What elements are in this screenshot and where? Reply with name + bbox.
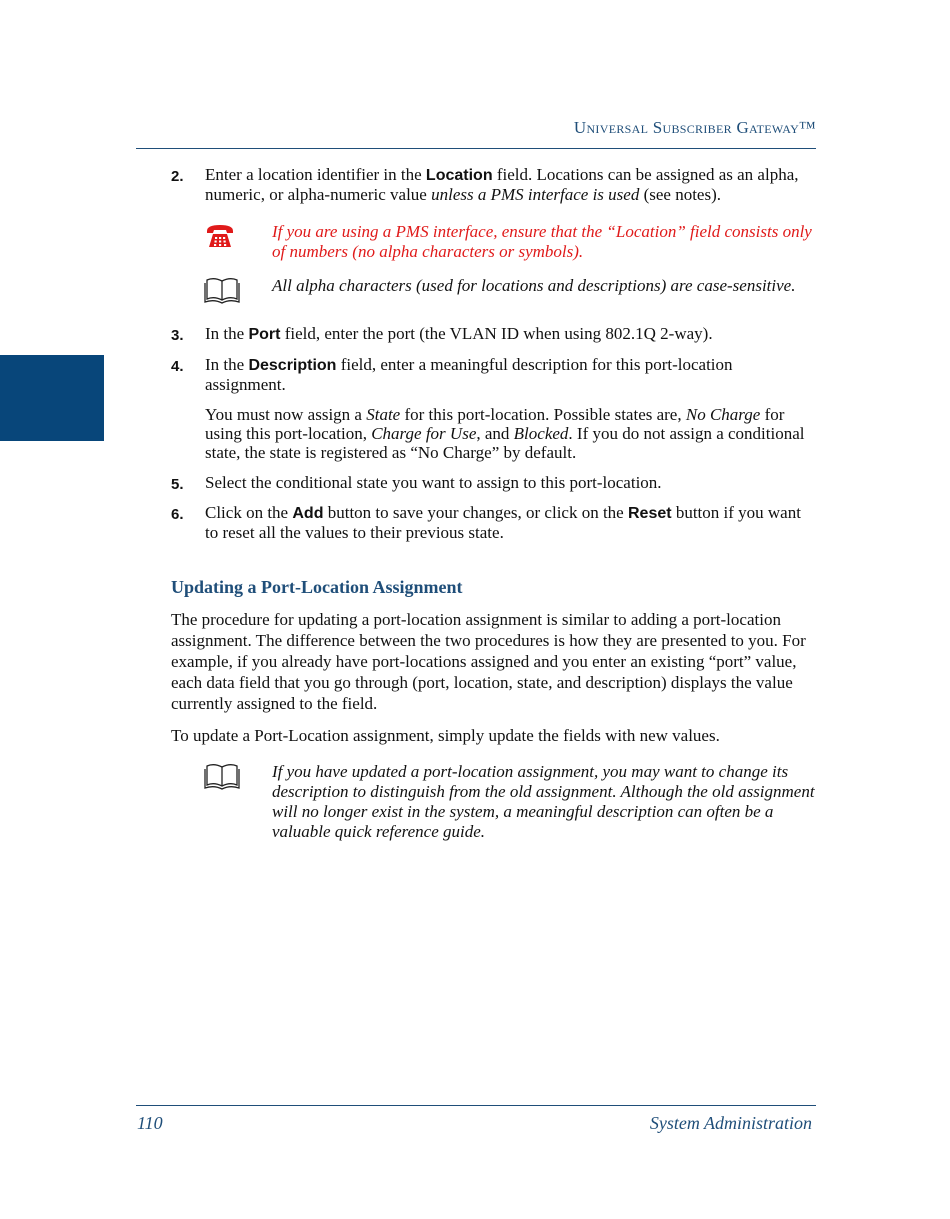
step-number: 4. <box>171 358 184 375</box>
followup-text: . If you do not assign a conditional state, the state is registered as “No Charge” by default. <box>205 424 805 462</box>
step-5 <box>171 473 816 492</box>
followup-emphasis: Blocked <box>513 424 569 443</box>
followup-emphasis: State <box>366 405 401 424</box>
section-paragraph-2: To update a Port-Location assignment, simply update the fields with new values. <box>171 726 720 745</box>
followup-emphasis: No Charge <box>685 405 761 424</box>
note-text: If you have updated a port-location assignment, you may want to change its description to distinguish from the old assignment. Although the old assignment will no longer exist in the system, a meaningful description can often be a valuable quick reference guide. <box>272 762 815 841</box>
note-case-sensitive <box>171 276 816 296</box>
step-2 <box>171 165 816 204</box>
step-4 <box>171 355 816 394</box>
ui-field-name: Description <box>248 357 337 374</box>
step-number: 3. <box>171 327 184 344</box>
book-icon <box>204 276 240 309</box>
step-3 <box>171 324 816 344</box>
step-text: field, enter the port (the VLAN ID when using 802.1Q 2-way). <box>280 324 713 343</box>
section-paragraph-1: The procedure for updating a port-location assignment is similar to adding a port-location assignment. The difference between the two procedures is how they are presented to you. For example, if you already have port-locations assigned and you enter an existing “port” value, each data field that you go through (port, location, state, and description) displays the value currently assigned to the field. <box>171 610 806 713</box>
followup-emphasis: Charge for Use <box>371 424 477 443</box>
step-number: 2. <box>171 168 184 185</box>
note-text: If you are using a PMS interface, ensure that the “Location” field consists only of numbers (no alpha characters or symbols). <box>272 222 812 261</box>
step-text: In the <box>205 324 249 343</box>
footer-section-title: System Administration <box>649 1113 812 1133</box>
header-divider <box>136 148 816 149</box>
step-number: 5. <box>171 476 184 493</box>
book-icon <box>204 762 240 795</box>
step-6 <box>171 503 816 542</box>
followup-text: You must now assign a <box>205 405 367 424</box>
step-text: Select the conditional state you want to assign to this port-location. <box>205 473 662 492</box>
telephone-icon <box>204 222 236 255</box>
step-4-followup <box>171 405 816 462</box>
running-header-title: Universal Subscriber Gateway™ <box>573 118 816 137</box>
followup-text: , and <box>476 424 514 443</box>
chapter-tab-marker <box>0 355 104 441</box>
ui-button-name: Add <box>292 505 324 522</box>
step-emphasis: unless a PMS interface is used <box>431 185 640 204</box>
step-text: (see notes). <box>639 185 721 204</box>
ui-field-name: Location <box>425 167 493 184</box>
step-text: Enter a location identifier in the <box>205 165 426 184</box>
ui-button-name: Reset <box>627 505 672 522</box>
page-number: 110 <box>137 1113 163 1133</box>
step-number: 6. <box>171 506 184 523</box>
note-text: All alpha characters (used for locations and descriptions) are case-sensitive. <box>272 276 796 295</box>
section-heading: Updating a Port-Location Assignment <box>171 577 463 597</box>
page-content <box>171 165 816 842</box>
ui-field-name: Port <box>248 326 281 343</box>
followup-text: for this port-location. Possible states are, <box>400 405 686 424</box>
step-text: In the <box>205 355 249 374</box>
step-text: Click on the <box>205 503 293 522</box>
step-text: button to save your changes, or click on the <box>323 503 628 522</box>
step-text: button if you want to reset all the values to their previous state. <box>205 503 801 542</box>
step-text: field. Locations can be assigned as an alpha, numeric, or alpha-numeric value <box>205 165 799 204</box>
note-update <box>171 762 816 842</box>
step-text: field, enter a meaningful description for this port-location assignment. <box>205 355 733 394</box>
note-pms <box>171 222 816 262</box>
followup-text: for using this port-location, <box>205 405 785 443</box>
footer-divider <box>136 1105 816 1106</box>
